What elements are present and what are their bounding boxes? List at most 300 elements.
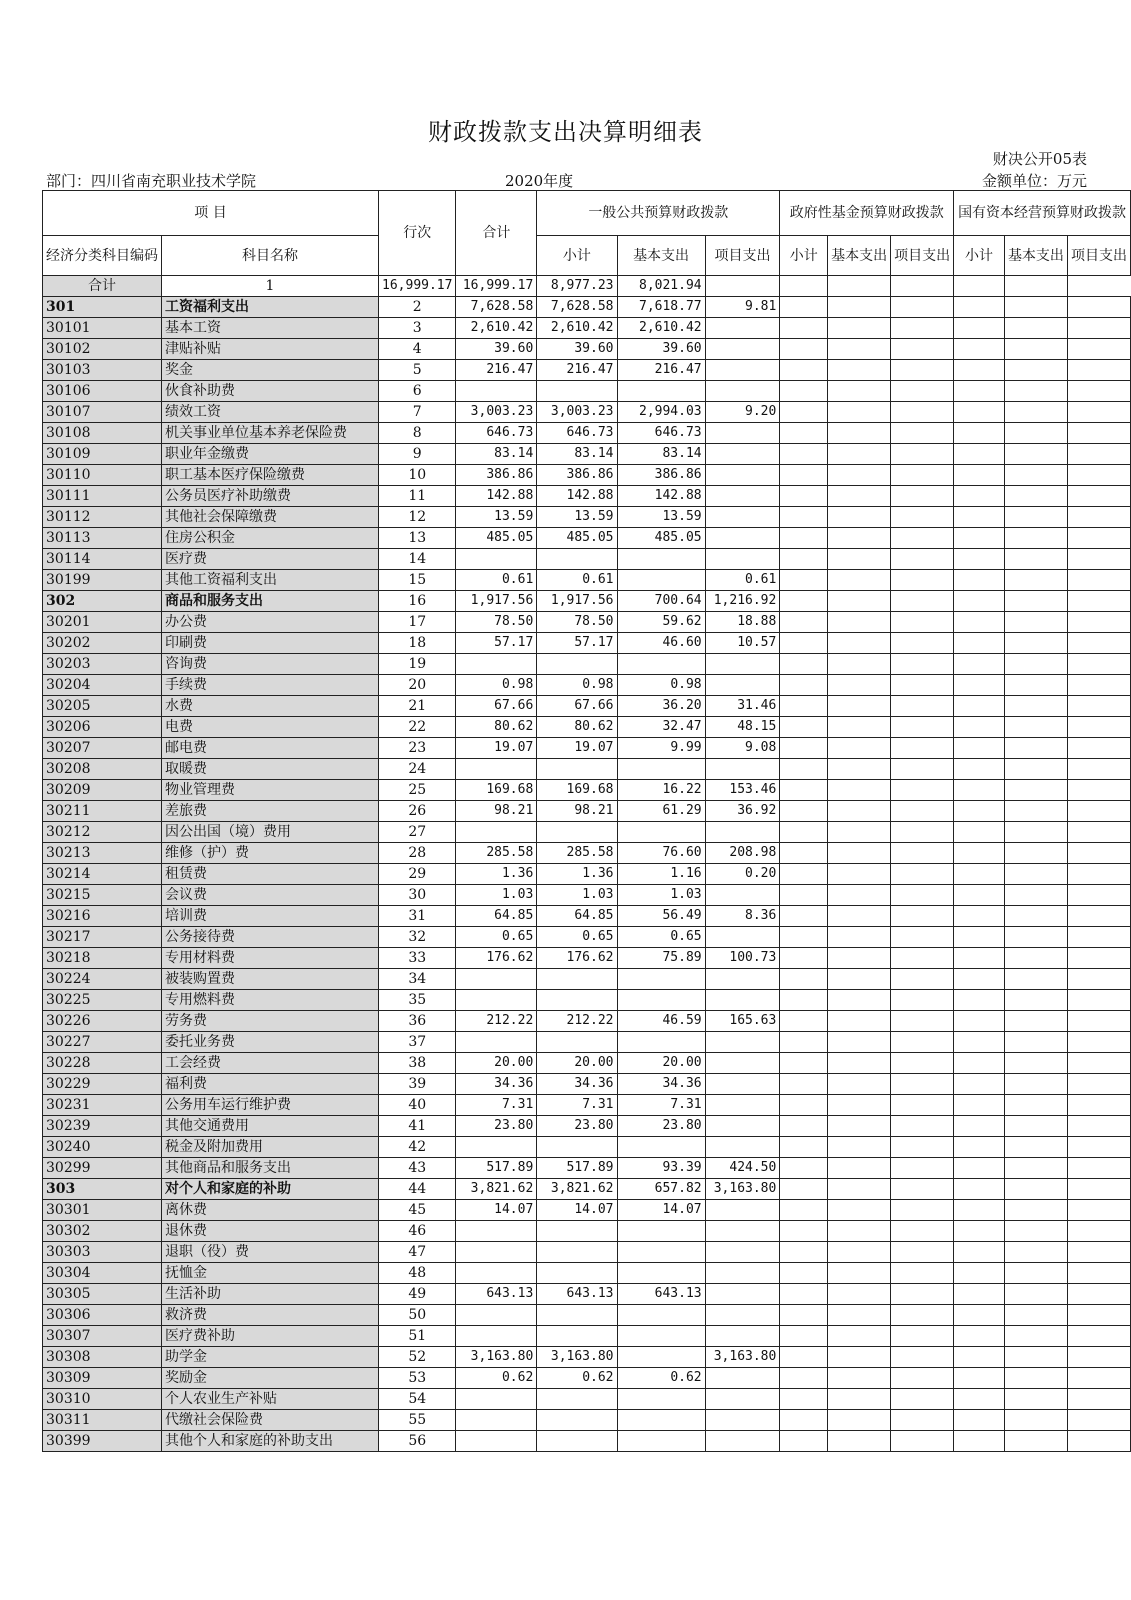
general-project-cell bbox=[705, 969, 780, 990]
line-no-cell: 39 bbox=[379, 1074, 456, 1095]
table-row bbox=[43, 717, 1131, 738]
econ-code-cell: 30111 bbox=[43, 486, 162, 507]
general-project-cell bbox=[705, 507, 780, 528]
subject-name-cell: 专用材料费 bbox=[162, 948, 379, 969]
general-basic-cell: 7,618.77 bbox=[617, 297, 705, 318]
general-project-cell: 208.98 bbox=[705, 843, 780, 864]
general-project-cell bbox=[705, 1368, 780, 1389]
total-cell: 23.80 bbox=[456, 1116, 537, 1137]
line-no-cell: 36 bbox=[379, 1011, 456, 1032]
header-gov-fund: 政府性基金预算财政拨款 bbox=[780, 191, 954, 236]
general-project-cell bbox=[705, 444, 780, 465]
empty-cell bbox=[1004, 759, 1067, 780]
empty-cell bbox=[1004, 1431, 1067, 1452]
table-header bbox=[43, 191, 1131, 276]
empty-cell bbox=[891, 318, 954, 339]
empty-cell bbox=[1004, 297, 1067, 318]
econ-code-cell: 30226 bbox=[43, 1011, 162, 1032]
empty-cell bbox=[1067, 780, 1130, 801]
general-subtotal-cell bbox=[537, 1389, 617, 1410]
header-line-no: 行次 bbox=[379, 191, 456, 276]
econ-code-cell: 30211 bbox=[43, 801, 162, 822]
subject-name-cell: 住房公积金 bbox=[162, 528, 379, 549]
empty-cell bbox=[891, 1200, 954, 1221]
empty-cell bbox=[891, 675, 954, 696]
empty-cell bbox=[891, 843, 954, 864]
empty-cell bbox=[780, 276, 828, 297]
general-subtotal-cell: 39.60 bbox=[537, 339, 617, 360]
general-basic-cell: 1.16 bbox=[617, 864, 705, 885]
econ-code-cell: 30214 bbox=[43, 864, 162, 885]
empty-cell bbox=[1004, 822, 1067, 843]
general-basic-cell: 1.03 bbox=[617, 885, 705, 906]
empty-cell bbox=[891, 381, 954, 402]
empty-cell bbox=[828, 444, 891, 465]
general-basic-cell bbox=[617, 1242, 705, 1263]
table-row bbox=[43, 780, 1131, 801]
total-cell bbox=[456, 654, 537, 675]
empty-cell bbox=[1067, 969, 1130, 990]
econ-code-cell: 30299 bbox=[43, 1158, 162, 1179]
empty-cell bbox=[1067, 1368, 1130, 1389]
general-subtotal-cell bbox=[537, 822, 617, 843]
empty-cell bbox=[828, 1284, 891, 1305]
subject-name-cell: 伙食补助费 bbox=[162, 381, 379, 402]
empty-cell bbox=[780, 696, 828, 717]
empty-cell bbox=[954, 927, 1005, 948]
general-project-cell bbox=[705, 486, 780, 507]
econ-code-cell: 30302 bbox=[43, 1221, 162, 1242]
empty-cell bbox=[780, 1410, 828, 1431]
total-cell: 169.68 bbox=[456, 780, 537, 801]
subject-name-cell: 印刷费 bbox=[162, 633, 379, 654]
total-row bbox=[43, 276, 1131, 297]
empty-cell bbox=[1067, 1179, 1130, 1200]
general-subtotal-cell: 20.00 bbox=[537, 1053, 617, 1074]
general-basic-cell bbox=[617, 1263, 705, 1284]
subject-name-cell: 水费 bbox=[162, 696, 379, 717]
empty-cell bbox=[1004, 591, 1067, 612]
line-no-cell: 19 bbox=[379, 654, 456, 675]
line-no-cell: 20 bbox=[379, 675, 456, 696]
empty-cell bbox=[828, 276, 891, 297]
total-cell: 98.21 bbox=[456, 801, 537, 822]
econ-code-cell: 30113 bbox=[43, 528, 162, 549]
empty-cell bbox=[780, 1221, 828, 1242]
general-basic-cell bbox=[617, 1221, 705, 1242]
general-project-cell bbox=[705, 528, 780, 549]
empty-cell bbox=[1067, 1095, 1130, 1116]
total-cell: 7,628.58 bbox=[456, 297, 537, 318]
empty-cell bbox=[780, 1116, 828, 1137]
empty-cell bbox=[891, 297, 954, 318]
table-row bbox=[43, 465, 1131, 486]
total-cell: 3,821.62 bbox=[456, 1179, 537, 1200]
general-basic-cell bbox=[617, 1410, 705, 1431]
empty-cell bbox=[891, 1116, 954, 1137]
empty-cell bbox=[780, 339, 828, 360]
line-no-cell: 53 bbox=[379, 1368, 456, 1389]
table-row bbox=[43, 1431, 1131, 1452]
line-no-cell: 41 bbox=[379, 1116, 456, 1137]
empty-cell bbox=[954, 1326, 1005, 1347]
empty-cell bbox=[828, 1431, 891, 1452]
general-subtotal-cell bbox=[537, 969, 617, 990]
empty-cell bbox=[1004, 1410, 1067, 1431]
total-cell: 176.62 bbox=[456, 948, 537, 969]
subject-name-cell: 手续费 bbox=[162, 675, 379, 696]
total-cell: 0.62 bbox=[456, 1368, 537, 1389]
empty-cell bbox=[1004, 402, 1067, 423]
general-project-cell bbox=[705, 1116, 780, 1137]
empty-cell bbox=[1004, 1053, 1067, 1074]
general-subtotal-cell: 78.50 bbox=[537, 612, 617, 633]
general-basic-cell: 646.73 bbox=[617, 423, 705, 444]
general-basic-cell: 23.80 bbox=[617, 1116, 705, 1137]
general-project-cell: 0.61 bbox=[705, 570, 780, 591]
subject-name-cell: 抚恤金 bbox=[162, 1263, 379, 1284]
table-row bbox=[43, 675, 1131, 696]
empty-cell bbox=[1004, 927, 1067, 948]
line-no-cell: 13 bbox=[379, 528, 456, 549]
line-no-cell: 5 bbox=[379, 360, 456, 381]
general-basic-cell: 76.60 bbox=[617, 843, 705, 864]
empty-cell bbox=[954, 969, 1005, 990]
header-capital-subtotal: 小计 bbox=[954, 236, 1005, 276]
empty-cell bbox=[954, 1200, 1005, 1221]
econ-code-cell: 30107 bbox=[43, 402, 162, 423]
empty-cell bbox=[828, 948, 891, 969]
general-basic-cell: 2,610.42 bbox=[617, 318, 705, 339]
empty-cell bbox=[828, 570, 891, 591]
general-project-cell bbox=[705, 1221, 780, 1242]
econ-code-cell: 30216 bbox=[43, 906, 162, 927]
econ-code-cell: 30209 bbox=[43, 780, 162, 801]
subject-name-cell: 工会经费 bbox=[162, 1053, 379, 1074]
empty-cell bbox=[1067, 1116, 1130, 1137]
empty-cell bbox=[954, 717, 1005, 738]
table-row bbox=[43, 381, 1131, 402]
subject-name-cell: 商品和服务支出 bbox=[162, 591, 379, 612]
total-cell: 78.50 bbox=[456, 612, 537, 633]
table-row bbox=[43, 1242, 1131, 1263]
empty-cell bbox=[828, 549, 891, 570]
empty-cell bbox=[780, 1305, 828, 1326]
empty-cell bbox=[828, 1221, 891, 1242]
subject-name-cell: 助学金 bbox=[162, 1347, 379, 1368]
empty-cell bbox=[1004, 276, 1067, 297]
empty-cell bbox=[1067, 696, 1130, 717]
econ-code-cell: 30206 bbox=[43, 717, 162, 738]
header-item: 项 目 bbox=[43, 191, 379, 236]
table-row bbox=[43, 507, 1131, 528]
line-no-cell: 3 bbox=[379, 318, 456, 339]
general-basic-cell bbox=[617, 381, 705, 402]
general-basic-cell bbox=[617, 1305, 705, 1326]
empty-cell bbox=[828, 612, 891, 633]
econ-code-cell: 30203 bbox=[43, 654, 162, 675]
general-basic-cell bbox=[617, 759, 705, 780]
empty-cell bbox=[891, 591, 954, 612]
empty-cell bbox=[954, 1347, 1005, 1368]
econ-code-cell: 30240 bbox=[43, 1137, 162, 1158]
empty-cell bbox=[780, 759, 828, 780]
line-no-cell: 7 bbox=[379, 402, 456, 423]
subject-name-cell: 咨询费 bbox=[162, 654, 379, 675]
empty-cell bbox=[828, 360, 891, 381]
general-basic-cell bbox=[617, 990, 705, 1011]
general-basic-cell: 39.60 bbox=[617, 339, 705, 360]
line-no-cell: 9 bbox=[379, 444, 456, 465]
empty-cell bbox=[1067, 1221, 1130, 1242]
econ-code-cell: 30109 bbox=[43, 444, 162, 465]
empty-cell bbox=[1004, 948, 1067, 969]
subject-name-cell: 因公出国（境）费用 bbox=[162, 822, 379, 843]
total-cell bbox=[456, 1137, 537, 1158]
empty-cell bbox=[1067, 717, 1130, 738]
fiscal-year: 2020年度 bbox=[505, 172, 574, 190]
empty-cell bbox=[1004, 1200, 1067, 1221]
empty-cell bbox=[1067, 339, 1130, 360]
empty-cell bbox=[954, 1032, 1005, 1053]
econ-code-cell: 30110 bbox=[43, 465, 162, 486]
empty-cell bbox=[891, 1389, 954, 1410]
econ-code-cell: 30399 bbox=[43, 1431, 162, 1452]
general-project-cell: 3,163.80 bbox=[705, 1347, 780, 1368]
empty-cell bbox=[780, 1389, 828, 1410]
empty-cell bbox=[780, 1053, 828, 1074]
empty-cell bbox=[1004, 1011, 1067, 1032]
econ-code-cell: 30205 bbox=[43, 696, 162, 717]
total-cell: 39.60 bbox=[456, 339, 537, 360]
empty-cell bbox=[1004, 612, 1067, 633]
subject-name-cell: 劳务费 bbox=[162, 1011, 379, 1032]
empty-cell bbox=[1067, 675, 1130, 696]
empty-cell bbox=[954, 1305, 1005, 1326]
subject-name-cell: 其他交通费用 bbox=[162, 1116, 379, 1137]
general-subtotal-cell: 643.13 bbox=[537, 1284, 617, 1305]
empty-cell bbox=[1004, 1242, 1067, 1263]
empty-cell bbox=[891, 1032, 954, 1053]
table-row bbox=[43, 612, 1131, 633]
empty-cell bbox=[828, 927, 891, 948]
subject-name-cell: 其他社会保障缴费 bbox=[162, 507, 379, 528]
empty-cell bbox=[954, 276, 1005, 297]
subject-name-cell: 电费 bbox=[162, 717, 379, 738]
econ-code-cell: 30229 bbox=[43, 1074, 162, 1095]
empty-cell bbox=[891, 570, 954, 591]
general-basic-cell: 32.47 bbox=[617, 717, 705, 738]
econ-code-cell: 30239 bbox=[43, 1116, 162, 1137]
general-project-cell bbox=[705, 465, 780, 486]
general-project-cell bbox=[705, 1263, 780, 1284]
empty-cell bbox=[780, 738, 828, 759]
line-no-cell: 56 bbox=[379, 1431, 456, 1452]
general-basic-cell: 46.59 bbox=[617, 1011, 705, 1032]
subject-name-cell: 绩效工资 bbox=[162, 402, 379, 423]
empty-cell bbox=[1004, 570, 1067, 591]
general-subtotal-cell bbox=[537, 381, 617, 402]
table-row bbox=[43, 969, 1131, 990]
header-fund-subtotal: 小计 bbox=[780, 236, 828, 276]
general-project-cell bbox=[705, 654, 780, 675]
line-no-cell: 14 bbox=[379, 549, 456, 570]
empty-cell bbox=[1067, 906, 1130, 927]
line-no-cell: 51 bbox=[379, 1326, 456, 1347]
empty-cell bbox=[828, 717, 891, 738]
empty-cell bbox=[1004, 465, 1067, 486]
table-row bbox=[43, 360, 1131, 381]
line-no-cell: 15 bbox=[379, 570, 456, 591]
general-project-cell: 10.57 bbox=[705, 633, 780, 654]
total-cell: 485.05 bbox=[456, 528, 537, 549]
subject-name-cell: 邮电费 bbox=[162, 738, 379, 759]
empty-cell bbox=[828, 1074, 891, 1095]
table-row bbox=[43, 1011, 1131, 1032]
empty-cell bbox=[780, 1095, 828, 1116]
general-project-cell: 424.50 bbox=[705, 1158, 780, 1179]
empty-cell bbox=[891, 633, 954, 654]
general-basic-cell bbox=[617, 654, 705, 675]
empty-cell bbox=[780, 1032, 828, 1053]
general-subtotal-cell: 80.62 bbox=[537, 717, 617, 738]
empty-cell bbox=[891, 1137, 954, 1158]
empty-cell bbox=[780, 822, 828, 843]
general-subtotal-cell bbox=[537, 1305, 617, 1326]
general-project-cell bbox=[705, 381, 780, 402]
line-no-cell: 47 bbox=[379, 1242, 456, 1263]
table-row bbox=[43, 1200, 1131, 1221]
subject-name-cell: 工资福利支出 bbox=[162, 297, 379, 318]
empty-cell bbox=[828, 864, 891, 885]
general-basic-cell: 59.62 bbox=[617, 612, 705, 633]
table-row bbox=[43, 402, 1131, 423]
empty-cell bbox=[954, 822, 1005, 843]
empty-cell bbox=[780, 297, 828, 318]
econ-code-cell: 30306 bbox=[43, 1305, 162, 1326]
general-basic-cell bbox=[617, 549, 705, 570]
table-row bbox=[43, 864, 1131, 885]
total-cell bbox=[456, 381, 537, 402]
total-row-basic: 8,977.23 bbox=[537, 276, 617, 297]
total-cell: 386.86 bbox=[456, 465, 537, 486]
econ-code-cell: 30215 bbox=[43, 885, 162, 906]
table-row bbox=[43, 1116, 1131, 1137]
empty-cell bbox=[1067, 1263, 1130, 1284]
empty-cell bbox=[954, 738, 1005, 759]
table-row bbox=[43, 759, 1131, 780]
general-basic-cell bbox=[617, 1389, 705, 1410]
empty-cell bbox=[1067, 612, 1130, 633]
total-cell: 2,610.42 bbox=[456, 318, 537, 339]
subject-name-cell: 税金及附加费用 bbox=[162, 1137, 379, 1158]
table-row bbox=[43, 1347, 1131, 1368]
econ-code-cell: 30227 bbox=[43, 1032, 162, 1053]
empty-cell bbox=[1067, 465, 1130, 486]
empty-cell bbox=[891, 1368, 954, 1389]
empty-cell bbox=[1004, 528, 1067, 549]
empty-cell bbox=[891, 801, 954, 822]
general-project-cell bbox=[705, 1326, 780, 1347]
table-row bbox=[43, 1389, 1131, 1410]
line-no-cell: 17 bbox=[379, 612, 456, 633]
empty-cell bbox=[1004, 423, 1067, 444]
table-body bbox=[43, 276, 1131, 1452]
general-project-cell: 36.92 bbox=[705, 801, 780, 822]
empty-cell bbox=[1067, 528, 1130, 549]
empty-cell bbox=[1004, 507, 1067, 528]
empty-cell bbox=[891, 1053, 954, 1074]
general-subtotal-cell: 169.68 bbox=[537, 780, 617, 801]
empty-cell bbox=[828, 759, 891, 780]
empty-cell bbox=[891, 1242, 954, 1263]
empty-cell bbox=[1067, 486, 1130, 507]
empty-cell bbox=[828, 402, 891, 423]
empty-cell bbox=[828, 528, 891, 549]
general-subtotal-cell: 57.17 bbox=[537, 633, 617, 654]
empty-cell bbox=[1004, 843, 1067, 864]
empty-cell bbox=[828, 1368, 891, 1389]
empty-cell bbox=[1067, 1200, 1130, 1221]
empty-cell bbox=[891, 528, 954, 549]
total-cell: 1.03 bbox=[456, 885, 537, 906]
econ-code-cell: 30108 bbox=[43, 423, 162, 444]
total-cell: 19.07 bbox=[456, 738, 537, 759]
empty-cell bbox=[1067, 297, 1130, 318]
general-project-cell: 165.63 bbox=[705, 1011, 780, 1032]
econ-code-cell: 30308 bbox=[43, 1347, 162, 1368]
general-subtotal-cell: 176.62 bbox=[537, 948, 617, 969]
table-row bbox=[43, 843, 1131, 864]
econ-code-cell: 30231 bbox=[43, 1095, 162, 1116]
general-basic-cell bbox=[617, 570, 705, 591]
general-subtotal-cell bbox=[537, 1242, 617, 1263]
empty-cell bbox=[828, 318, 891, 339]
line-no-cell: 38 bbox=[379, 1053, 456, 1074]
total-cell bbox=[456, 1032, 537, 1053]
total-cell: 34.36 bbox=[456, 1074, 537, 1095]
table-row bbox=[43, 1263, 1131, 1284]
empty-cell bbox=[891, 780, 954, 801]
header-fund-project: 项目支出 bbox=[891, 236, 954, 276]
empty-cell bbox=[954, 381, 1005, 402]
empty-cell bbox=[954, 1389, 1005, 1410]
empty-cell bbox=[954, 1116, 1005, 1137]
empty-cell bbox=[891, 1326, 954, 1347]
empty-cell bbox=[1067, 570, 1130, 591]
general-subtotal-cell bbox=[537, 1263, 617, 1284]
empty-cell bbox=[828, 423, 891, 444]
table-row bbox=[43, 1053, 1131, 1074]
line-no-cell: 25 bbox=[379, 780, 456, 801]
empty-cell bbox=[1004, 1326, 1067, 1347]
subject-name-cell: 机关事业单位基本养老保险费 bbox=[162, 423, 379, 444]
empty-cell bbox=[954, 1410, 1005, 1431]
general-basic-cell bbox=[617, 1347, 705, 1368]
general-basic-cell: 83.14 bbox=[617, 444, 705, 465]
empty-cell bbox=[780, 927, 828, 948]
econ-code-cell: 30301 bbox=[43, 1200, 162, 1221]
line-no-cell: 33 bbox=[379, 948, 456, 969]
empty-cell bbox=[1067, 1326, 1130, 1347]
subject-name-cell: 其他工资福利支出 bbox=[162, 570, 379, 591]
econ-code-cell: 30106 bbox=[43, 381, 162, 402]
general-project-cell: 153.46 bbox=[705, 780, 780, 801]
table-row bbox=[43, 1368, 1131, 1389]
general-project-cell bbox=[705, 822, 780, 843]
econ-code-cell: 30228 bbox=[43, 1053, 162, 1074]
empty-cell bbox=[1067, 1053, 1130, 1074]
